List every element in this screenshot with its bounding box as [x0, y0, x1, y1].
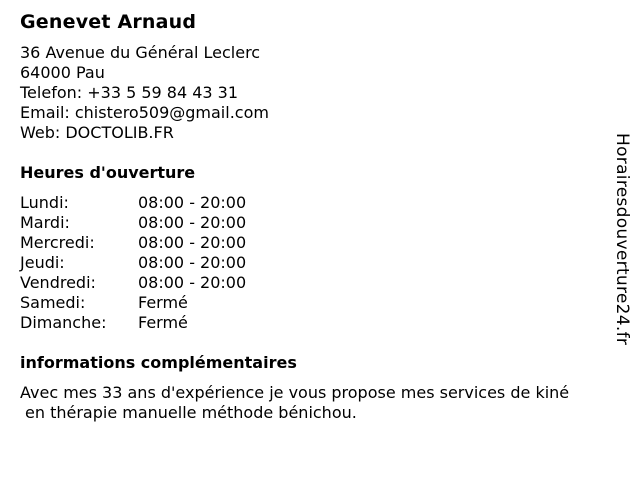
watermark-text: Horairesdouverture24.fr	[612, 133, 632, 346]
hours-heading: Heures d'ouverture	[20, 163, 196, 182]
business-name: Genevet Arnaud	[20, 11, 197, 33]
info-heading: informations complémentaires	[20, 353, 297, 372]
day-label: Mercredi:	[20, 233, 95, 252]
day-label: Jeudi:	[20, 253, 65, 272]
info-text	[20, 383, 620, 423]
day-hours: Fermé	[138, 313, 188, 332]
day-label: Dimanche:	[20, 313, 107, 332]
info-line-2: en thérapie manuelle méthode bénichou.	[25, 403, 357, 422]
email-line: Email: chistero509@gmail.com	[20, 103, 269, 122]
day-hours: 08:00 - 20:00	[138, 253, 247, 272]
phone-line: Telefon: +33 5 59 84 43 31	[20, 83, 239, 102]
business-card	[20, 9, 610, 423]
day-hours: 08:00 - 20:00	[138, 273, 247, 292]
day-hours: 08:00 - 20:00	[138, 193, 247, 212]
day-hours: 08:00 - 20:00	[138, 233, 247, 252]
day-hours: 08:00 - 20:00	[138, 213, 247, 232]
day-label: Lundi:	[20, 193, 69, 212]
day-label: Samedi:	[20, 293, 86, 312]
hours-table	[20, 193, 610, 333]
day-label: Mardi:	[20, 213, 70, 232]
info-line-1: Avec mes 33 ans d'expérience je vous propose mes services de kiné	[20, 383, 570, 402]
address-line-1: 36 Avenue du Général Leclerc	[20, 43, 261, 62]
address-line-2: 64000 Pau	[20, 63, 105, 82]
day-label: Vendredi:	[20, 273, 96, 292]
day-hours: Fermé	[138, 293, 188, 312]
web-line: Web: DOCTOLIB.FR	[20, 123, 174, 142]
